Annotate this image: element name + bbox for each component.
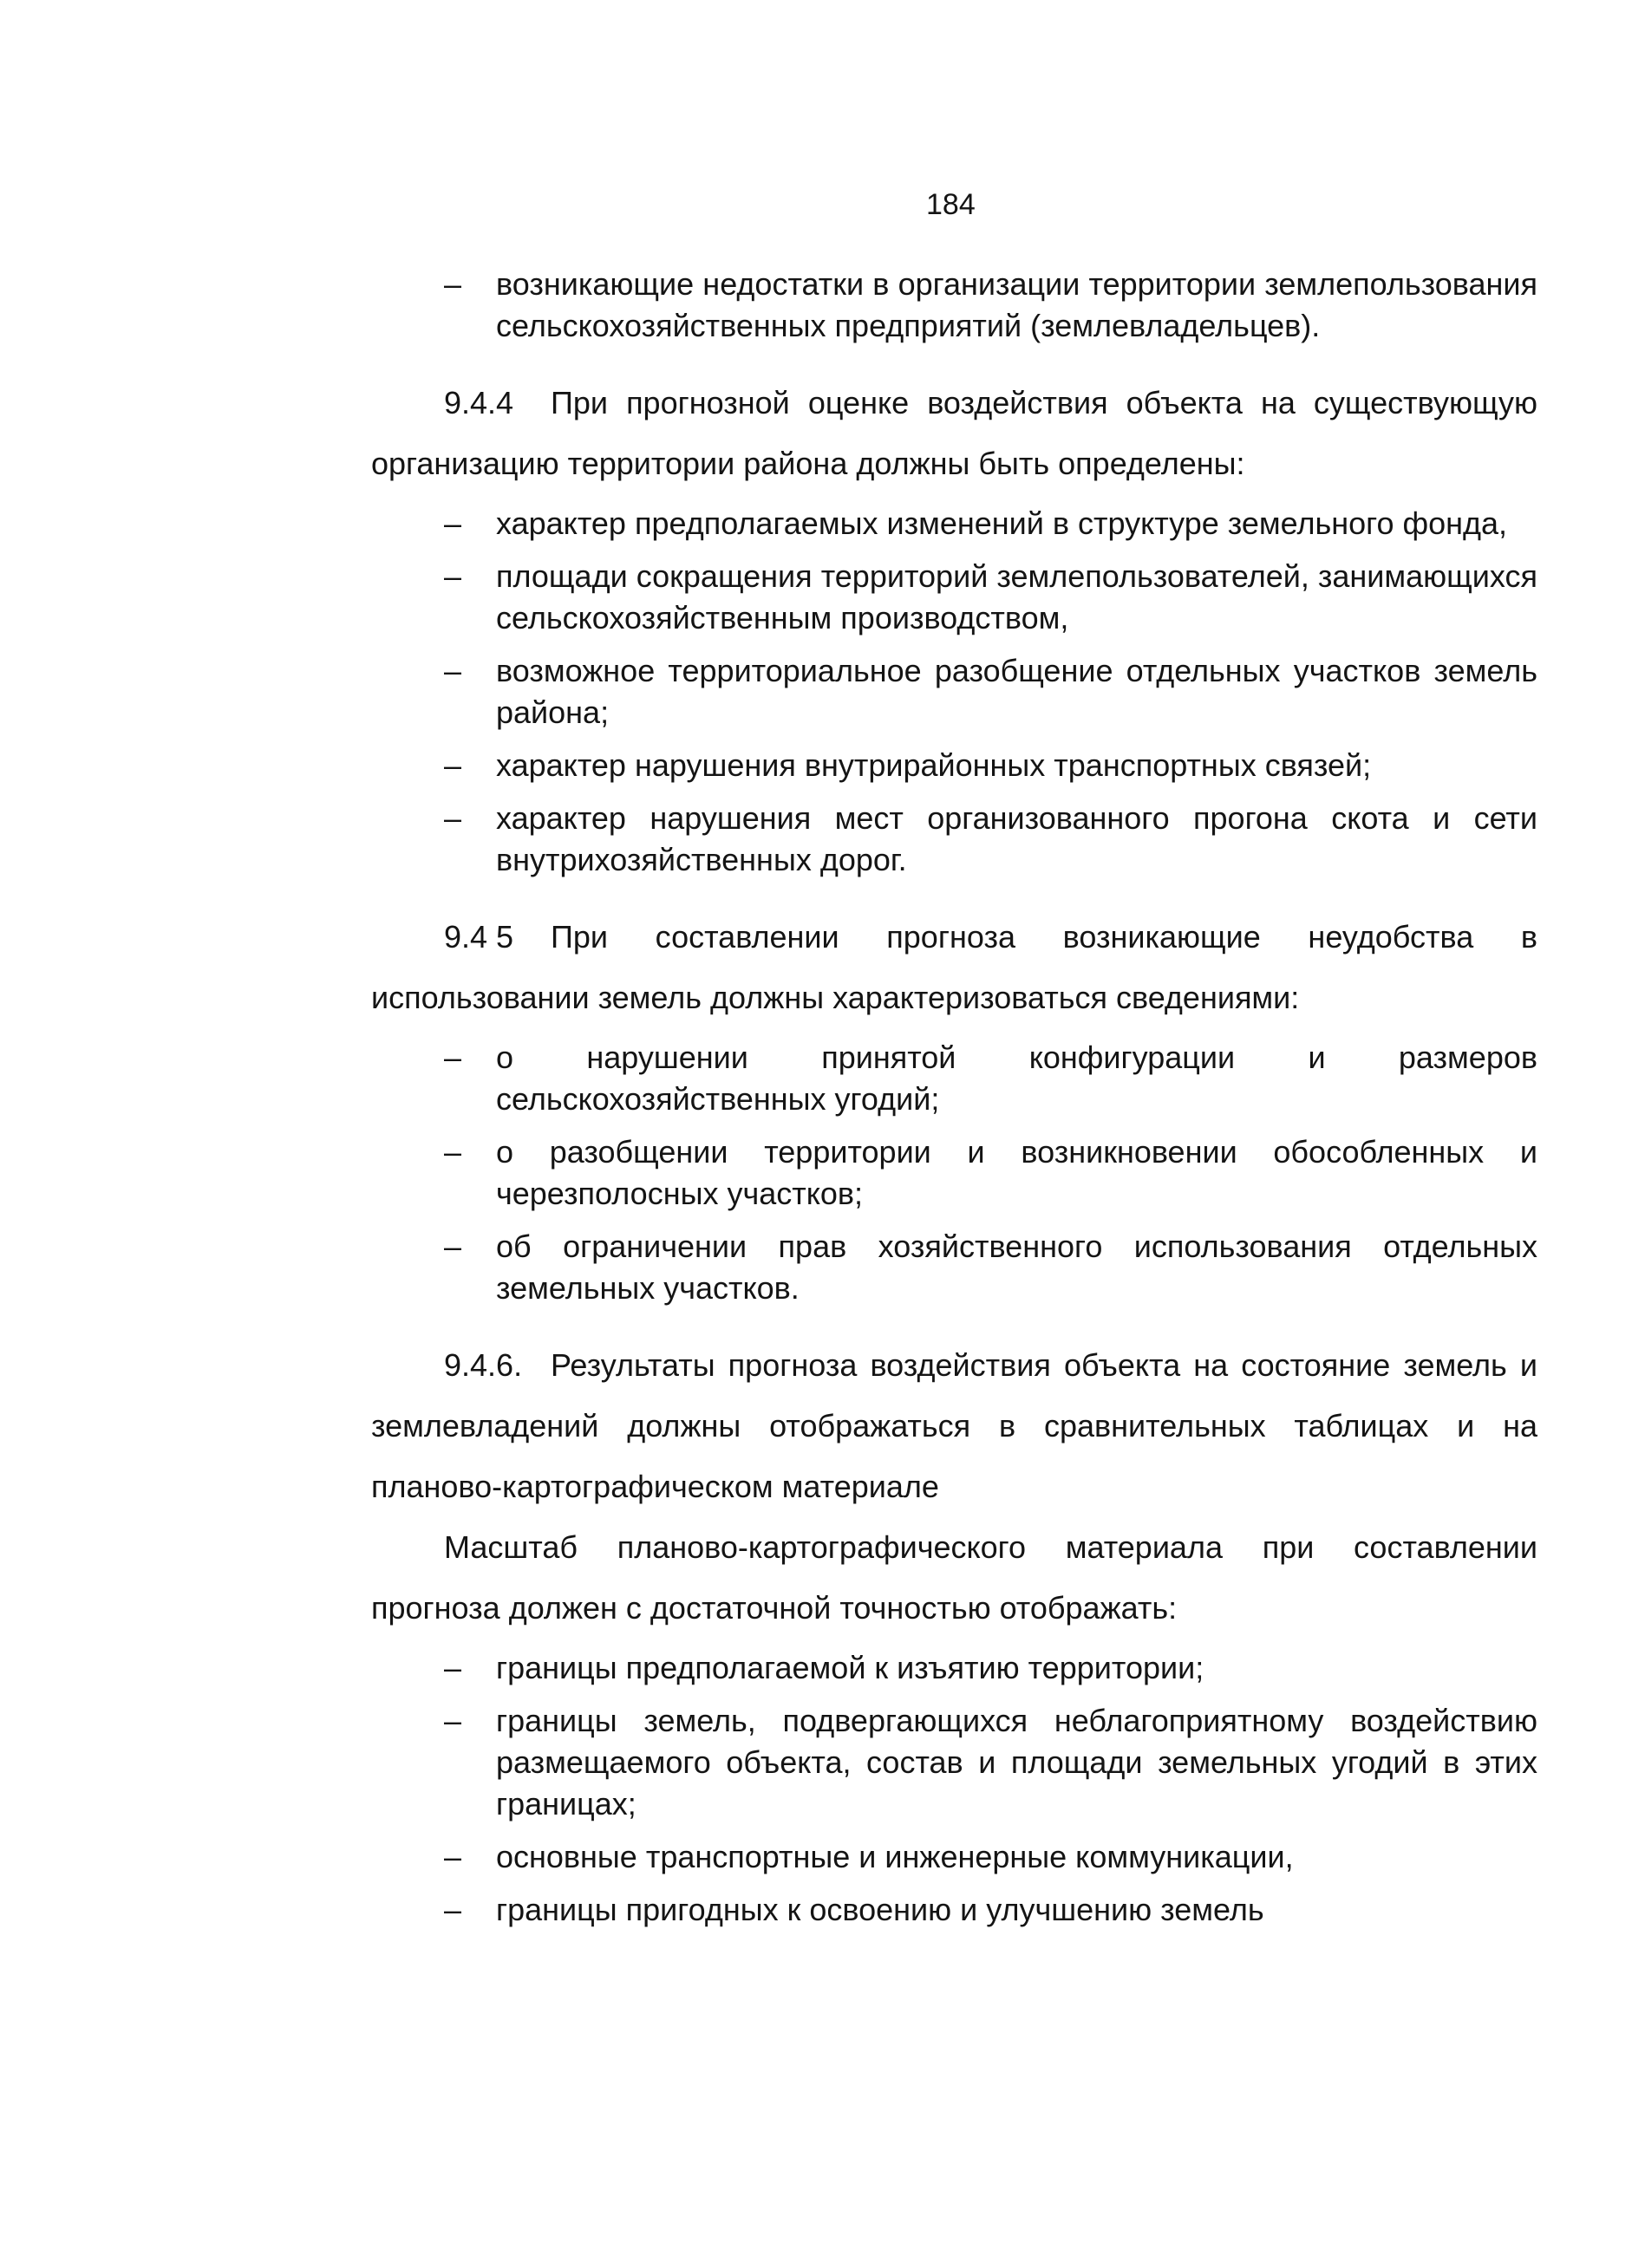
list-item-text: границы пригодных к освоению и улучшению земель bbox=[496, 1892, 1264, 1927]
section-9-4-6 bbox=[371, 1335, 1537, 1517]
list-item bbox=[371, 1131, 1537, 1215]
section-text: Результаты прогноза воздействия объекта на состояние земель и землевладений должны отображаться в сравнительных таблицах и на планово-картографическом материале bbox=[371, 1347, 1537, 1504]
list-item bbox=[371, 1836, 1537, 1878]
list-item-text: основные транспортные и инженерные коммуникации, bbox=[496, 1839, 1294, 1874]
list-dash: – bbox=[444, 1134, 462, 1170]
list-dash: – bbox=[444, 1703, 462, 1738]
list-dash: – bbox=[444, 266, 462, 302]
list-dash: – bbox=[444, 653, 462, 688]
list-item bbox=[371, 1700, 1537, 1825]
list-item bbox=[371, 264, 1537, 347]
list-dash: – bbox=[444, 800, 462, 836]
list-item-text: границы земель, подвергающихся неблагоприятному воздействию размещаемого объекта, состав и площади земельных угодий в этих границах; bbox=[496, 1703, 1537, 1822]
list-item-text: о разобщении территории и возникновении обособленных и черезполосных участков; bbox=[496, 1134, 1537, 1211]
list-item bbox=[371, 1647, 1537, 1689]
list-item-text: характер нарушения мест организованного прогона скота и сети внутрихозяйственных дорог. bbox=[496, 800, 1537, 877]
section-9-4-4 bbox=[371, 373, 1537, 494]
list-item bbox=[371, 745, 1537, 786]
list-item-text: площади сокращения территорий землепользователей, занимающихся сельскохозяйственным производством, bbox=[496, 558, 1537, 635]
list-item bbox=[371, 1889, 1537, 1931]
section-number: 9.4.6. bbox=[444, 1347, 523, 1383]
list-item-text: об ограничении прав хозяйственного использования отдельных земельных участков. bbox=[496, 1228, 1537, 1306]
section-text: При прогнозной оценке воздействия объекта на существующую организацию территории района должны быть определены: bbox=[371, 385, 1537, 481]
section-number: 9.4 5 bbox=[444, 919, 514, 955]
list-item bbox=[371, 556, 1537, 639]
list-item-text: характер нарушения внутрирайонных транспортных связей; bbox=[496, 747, 1372, 783]
list-dash: – bbox=[444, 558, 462, 594]
section-text: При составлении прогноза возникающие неудобства в использовании земель должны характеризоваться сведениями: bbox=[371, 919, 1537, 1015]
list-dash: – bbox=[444, 505, 462, 541]
section-9-4-5 bbox=[371, 907, 1537, 1028]
scale-paragraph: Масштаб планово-картографического материала при составлении прогноза должен с достаточной точностью отображать: bbox=[371, 1529, 1537, 1626]
list-dash: – bbox=[444, 1892, 462, 1927]
list-item-text: границы предполагаемой к изъятию территории; bbox=[496, 1650, 1204, 1685]
list-dash: – bbox=[444, 1228, 462, 1264]
page-number: 184 bbox=[926, 188, 976, 221]
list-item bbox=[371, 798, 1537, 881]
page-body bbox=[371, 264, 1537, 1931]
list-item-text: характер предполагаемых изменений в структуре земельного фонда, bbox=[496, 505, 1508, 541]
list-dash: – bbox=[444, 1839, 462, 1874]
list-item bbox=[371, 1226, 1537, 1309]
list-item-text: возможное территориальное разобщение отдельных участков земель района; bbox=[496, 653, 1537, 730]
list-item bbox=[371, 1037, 1537, 1120]
list-dash: – bbox=[444, 1040, 462, 1075]
list-item-text: о нарушении принятой конфигурации и размеров сельскохозяйственных угодий; bbox=[496, 1040, 1537, 1117]
section-number: 9.4.4 bbox=[444, 385, 514, 420]
list-dash: – bbox=[444, 1650, 462, 1685]
list-item bbox=[371, 503, 1537, 544]
list-item-text: возникающие недостатки в организации территории землепользования сельскохозяйственных предприятий (землевладельцев). bbox=[496, 266, 1537, 343]
list-dash: – bbox=[444, 747, 462, 783]
list-item bbox=[371, 650, 1537, 733]
